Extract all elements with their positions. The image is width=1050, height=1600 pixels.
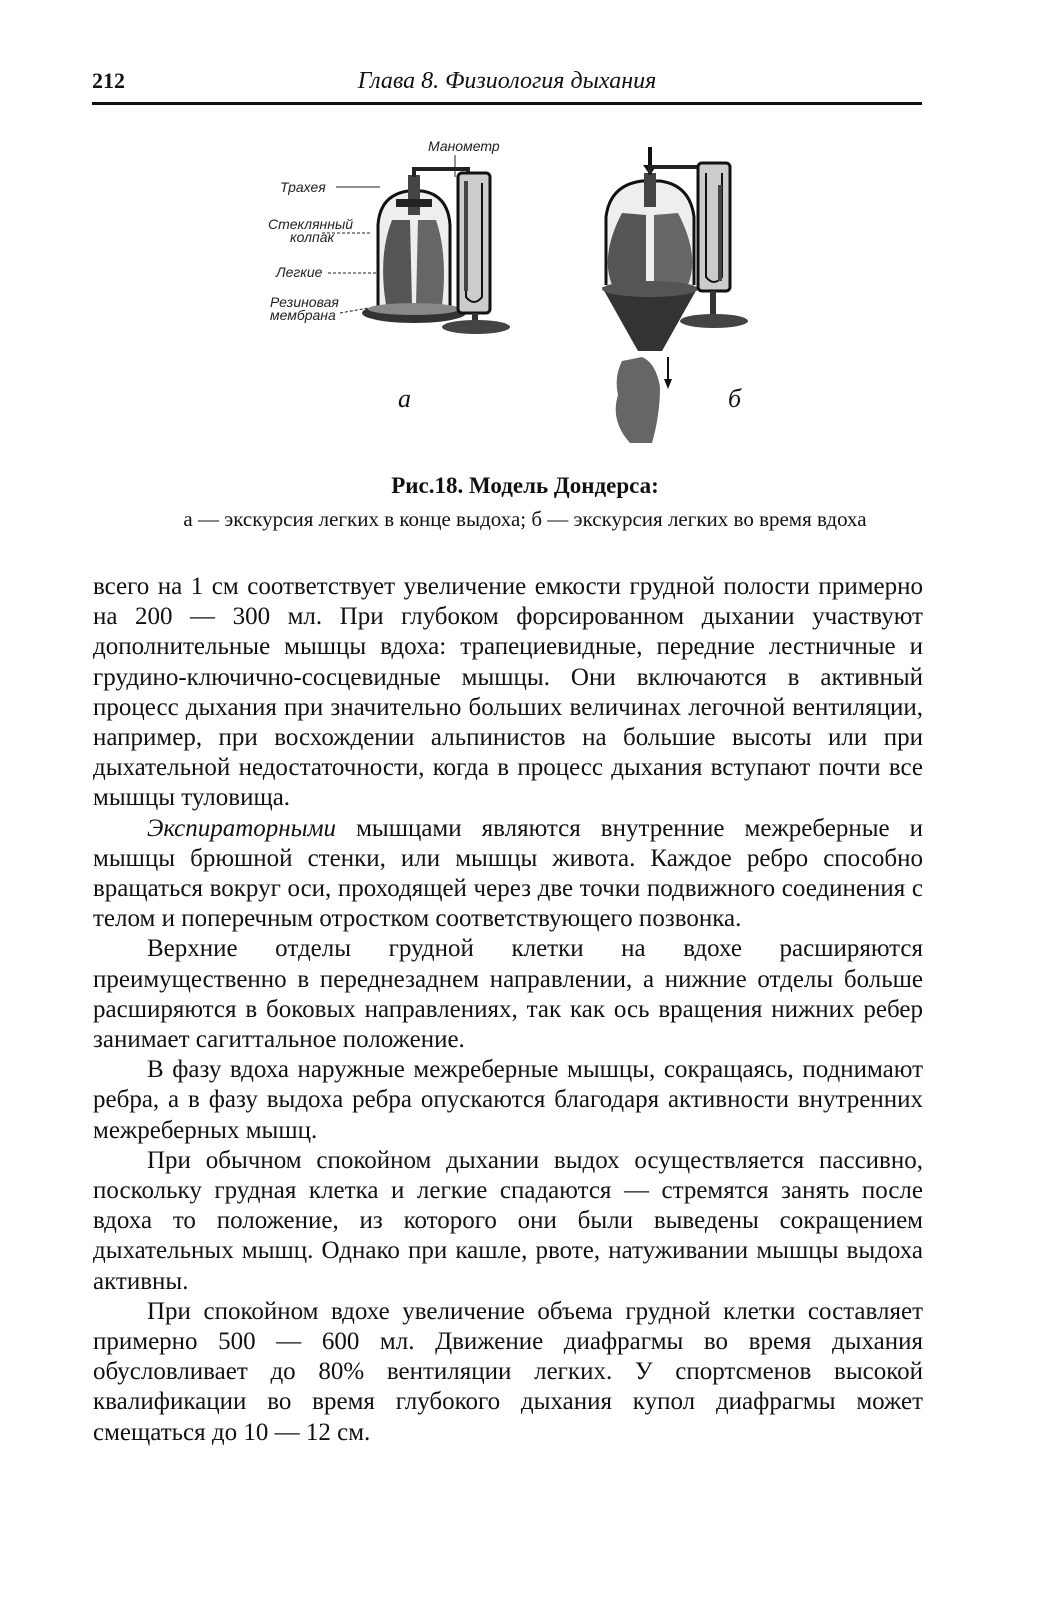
panel-b-illustration	[602, 147, 748, 443]
subfigure-label-a: а	[398, 384, 411, 413]
page-header	[92, 60, 922, 105]
subfigure-label-b: б	[728, 384, 742, 413]
paragraph-6: При спокойном вдохе увеличение объема грудной клетки составляет примерно 500 — 600 мл. Движение диафрагмы во время дыхания обусловливает до 80% вентиляции легких. У спортсменов высокой квалификации во время глубокого дыхания купол диафрагмы может смещаться до 10 — 12 см.	[93, 1297, 923, 1446]
label-membrane-line2: мембрана	[270, 307, 336, 323]
paragraph-2-emphasis: Экспираторными	[147, 814, 337, 842]
paragraph-2	[93, 814, 923, 935]
label-glass-bell-line2: колпак	[290, 229, 335, 245]
paragraph-3: Верхние отделы грудной клетки на вдохе расширяются преимущественно в переднезаднем направлении, а нижние отделы больше расширяются в боковых направлениях, так как ось вращения нижних ребер занимает сагиттальное положение.	[93, 935, 923, 1054]
figure-caption-description: а — экскурсия легких в конце выдоха; б — экскурсия легких во время вдоха	[183, 507, 867, 531]
label-lungs: Легкие	[276, 264, 323, 280]
chapter-title: Глава 8. Физиология дыхания	[357, 68, 657, 94]
body-text	[93, 572, 923, 1448]
label-trachea: Трахея	[280, 179, 326, 195]
paragraph-1: всего на 1 см соответствует увеличение емкости грудной полости примерно на 200 — 300 мл. При глубоком форсированном дыхании участвуют дополнительные мышцы вдоха: трапециевидные, передние лестничные и грудино-ключично-сосцевидные мышцы. Они включаются в активный процесс дыхания при значительно больших величинах легочной вентиляции, например, при восхождении альпинистов на большие высоты или при дыхательной недостаточности, когда в процесс дыхания вступают почти все мышцы туловища.	[93, 573, 923, 812]
label-glass-bell-line1: Стеклянный	[268, 216, 354, 232]
donders-model-figure	[250, 125, 810, 455]
paragraph-2-text: мышцами являются внутренние межреберные и мышцы брюшной стенки, или мышцы живота. Каждое ребро способно вращаться вокруг оси, проходящей через две точки подвижного соединения с телом и поперечным отростком соответствующего позвонка.	[93, 814, 923, 933]
paragraph-4: В фазу вдоха наружные межреберные мышцы, сокращаясь, поднимают ребра, а в фазу выдоха ребра опускаются благодаря активности внутренних межреберных мышц.	[93, 1056, 923, 1144]
label-membrane-line1: Резиновая	[270, 294, 339, 310]
paragraph-5: При обычном спокойном дыхании выдох осуществляется пассивно, поскольку грудная клетка и легкие спадаются — стремятся занять после вдоха то положение, из которого они были выведены сокращением дыхательных мышц. Однако при кашле, рвоте, натуживании мышцы выдоха активны.	[93, 1146, 923, 1295]
figure-caption-title: Рис.18. Модель Дондерса:	[391, 473, 659, 498]
label-manometer: Манометр	[428, 138, 500, 154]
page-number: 212	[92, 68, 125, 93]
panel-a-illustration	[268, 138, 510, 413]
